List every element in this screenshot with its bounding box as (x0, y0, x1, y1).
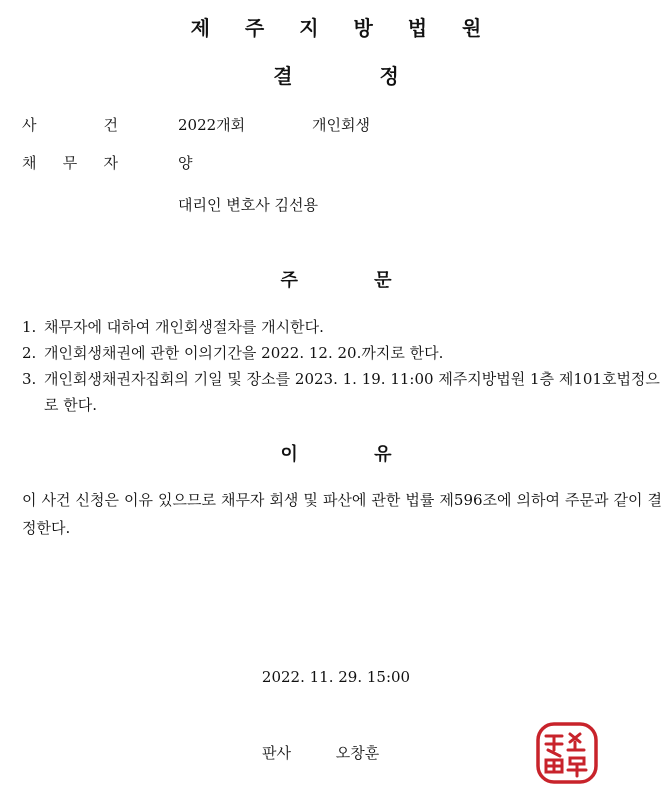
order-item-number: 1. (22, 318, 37, 336)
judge-title: 판사 (262, 744, 291, 762)
debtor-label: 채 무 자 (22, 154, 118, 172)
case-name: 개인회생 (312, 116, 370, 134)
order-item-text: 채무자에 대하여 개인회생절차를 개시한다. (44, 318, 324, 336)
case-number: 2022개회 (178, 116, 246, 134)
order-list (22, 314, 662, 418)
order-heading: 주 문 (280, 270, 392, 291)
court-name: 제 주 지 방 법 원 (190, 16, 496, 40)
case-label: 사 건 (22, 116, 118, 134)
order-item (22, 366, 662, 418)
judge-seal-icon (532, 718, 602, 788)
agent-name: 대리인 변호사 김선용 (178, 196, 318, 214)
order-item-text: 개인회생채권에 관한 이의기간을 2022. 12. 20.까지로 한다. (44, 344, 444, 362)
order-item (22, 340, 662, 366)
debtor-name: 양 (178, 154, 193, 172)
judge-signature-line (262, 742, 379, 763)
reason-text: 이 사건 신청은 이유 있으므로 채무자 회생 및 파산에 관한 법률 제596조에 의하여 주문과 같이 결정한다. (22, 491, 662, 537)
reason-heading: 이 유 (280, 444, 392, 465)
judge-name: 오창훈 (335, 744, 380, 762)
decision-datetime: 2022. 11. 29. 15:00 (261, 668, 411, 686)
order-item (22, 314, 662, 340)
order-item-text: 개인회생채권자집회의 기일 및 장소를 2023. 1. 19. 11:00 제주지방법원 1층 제101호법정으로 한다. (44, 370, 660, 414)
document-type: 결 정 (273, 64, 399, 88)
order-item-number: 3. (22, 370, 37, 388)
order-item-number: 2. (22, 344, 37, 362)
